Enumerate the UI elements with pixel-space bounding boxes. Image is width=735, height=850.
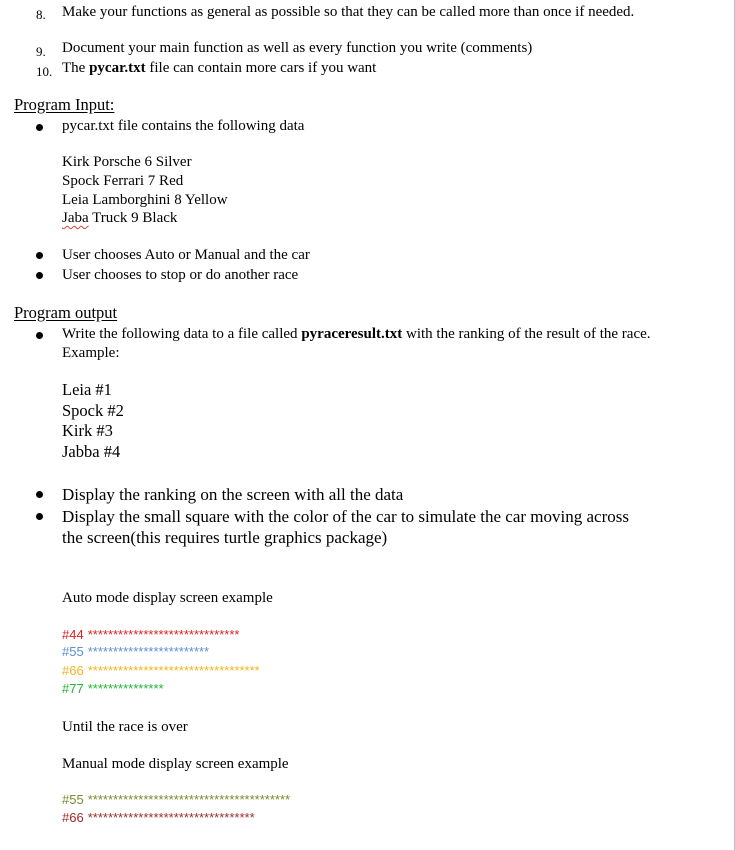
auto-race-line: #55 ************************: [62, 644, 210, 659]
manual-race-line: #55 ****************************************: [62, 792, 291, 807]
car-line: Leia Lamborghini 8 Yellow: [62, 192, 228, 208]
bullet-icon: [36, 272, 43, 279]
spellcheck-word: Jaba: [62, 210, 89, 226]
item-text: The pycar.txt file can contain more cars if you want: [62, 60, 377, 76]
bullet-icon: [36, 252, 43, 259]
item-number: 8.: [36, 7, 46, 22]
auto-mode-title: Auto mode display screen example: [62, 590, 273, 606]
bullet-icon: [36, 124, 43, 131]
ranking-line: Kirk #3: [62, 421, 113, 440]
item-number: 10.: [36, 64, 53, 79]
car-line: Kirk Porsche 6 Silver: [62, 154, 192, 170]
manual-race-line: #66 *********************************: [62, 810, 255, 825]
auto-race-line: #44 ******************************: [62, 627, 240, 642]
input-bullet-choose-mode: User chooses Auto or Manual and the car: [62, 247, 310, 263]
item-text: Document your main function as well as every function you write (comments): [62, 40, 533, 56]
bullet-icon: [36, 513, 43, 520]
ranking-line: Spock #2: [62, 401, 124, 420]
item-number: 9.: [36, 44, 46, 59]
until-race-over-text: Until the race is over: [62, 719, 188, 735]
manual-mode-title: Manual mode display screen example: [62, 756, 289, 772]
input-bullet-pycar: pycar.txt file contains the following data: [62, 118, 305, 134]
program-input-heading: Program Input:: [14, 95, 115, 114]
output-bullet-write-file: Write the following data to a file called pyraceresult.txt with the ranking of the result of the race. Example:: [62, 326, 651, 361]
auto-race-line: #66 **********************************: [62, 663, 260, 678]
ranking-line: Leia #1: [62, 380, 112, 399]
auto-race-line: #77 ***************: [62, 681, 164, 696]
car-line: Spock Ferrari 7 Red: [62, 173, 184, 189]
bullet-icon: [36, 332, 43, 339]
output-bullet-display-square: Display the small square with the color of the car to simulate the car moving across the screen(this requires turtle graphics package): [62, 507, 629, 547]
car-line: Jaba Truck 9 Black: [62, 210, 178, 226]
input-bullet-stop: User chooses to stop or do another race: [62, 267, 299, 283]
ranking-line: Jabba #4: [62, 442, 121, 461]
output-bullet-display-ranking: Display the ranking on the screen with all the data: [62, 485, 404, 504]
program-output-heading: Program output: [14, 303, 118, 322]
bullet-icon: [36, 491, 43, 498]
item-text: Make your functions as general as possible so that they can be called more than once if needed.: [62, 4, 635, 20]
